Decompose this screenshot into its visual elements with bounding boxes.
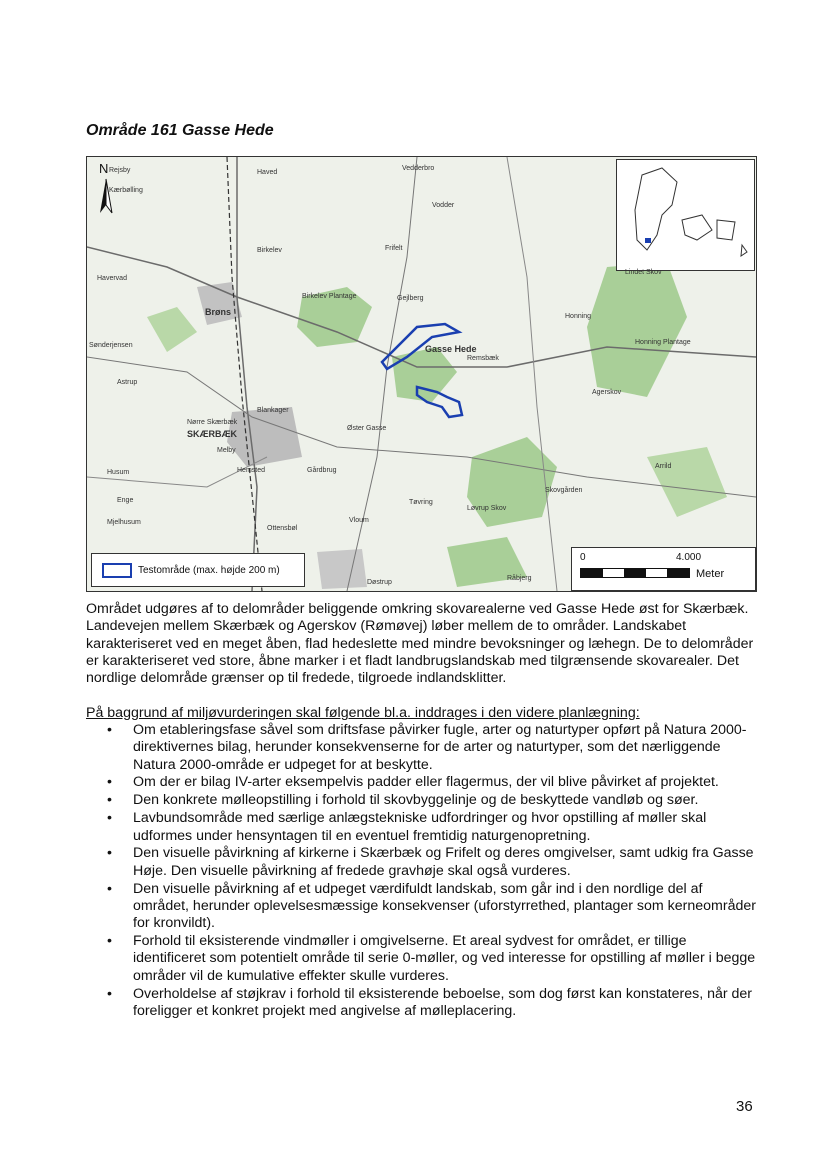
place-label: Vodder (432, 202, 455, 209)
page-title: Område 161 Gasse Hede (86, 122, 274, 139)
place-label: Mjelhusum (107, 519, 141, 526)
page-number: 36 (736, 1098, 753, 1115)
place-label: Tøvring (409, 499, 433, 506)
place-label: Rejsby (109, 167, 131, 174)
bullet-list (86, 722, 756, 1021)
forest-area (587, 262, 687, 397)
testarea-swatch (102, 563, 132, 578)
place-label: Birkelev (257, 247, 282, 254)
intro-paragraph: Området udgøres af to delområder beliggende omkring skovarealerne ved Gasse Hede øst for Skærbæk. Landevejen mellem Skærbæk og Agerskov (Rømøvej) løber mellem de to områder. Landskabet karakteriseret ved en meget åben, flad hedeslette med mindre bevoksninger og læhegn. De to delområder er karakteriseret ved store, åbne marker i et fladt landbrugslandskab med tilgrænsende skovarealer. Det nordlige delområde grænser op til fredede, tilgroede indlandsklitter. (86, 601, 754, 687)
place-label: Agerskov (592, 389, 622, 396)
place-label: Gejlberg (397, 295, 424, 302)
forest-area (647, 447, 727, 517)
list-item: • Om der er bilag IV-arter eksempelvis padder eller flagermus, der vil blive påvirket af projektet. (133, 774, 756, 791)
place-label: Brøns (205, 307, 232, 317)
section-subheading: På baggrund af miljøvurderingen skal følgende bl.a. inddrages i den videre planlægning: (86, 705, 640, 721)
list-item: • Den konkrete mølleopstilling i forhold til skovbyggelinje og de beskyttede vandløb og søer. (133, 792, 756, 809)
place-label: Blankager (257, 407, 289, 414)
place-label: Vloum (349, 517, 369, 524)
place-label: Lindet Skov (625, 269, 662, 276)
town-area (317, 549, 367, 589)
place-label: Honning (565, 313, 592, 320)
place-label: Havervad (97, 275, 127, 282)
forest-area (147, 307, 197, 352)
scale-unit: Meter (696, 568, 725, 580)
scale-bar (571, 547, 756, 591)
place-label: SKÆRBÆK (187, 429, 238, 439)
list-item: • Om etableringsfase såvel som driftsfase påvirker fugle, arter og naturtyper opført på Natura 2000-direktivernes bilag, herunder konsekvenserne for de arter og naturtyper, som det nærliggende Natura 2000-område er udpeget for at beskytte. (133, 722, 756, 774)
place-label: Løvrup Skov (467, 505, 507, 512)
scale-zero: 0 (580, 552, 586, 563)
place-label: Remsbæk (467, 355, 499, 362)
place-label: Arrild (655, 463, 672, 470)
place-label: Sønderjensen (89, 342, 133, 349)
place-label: Enge (117, 497, 134, 504)
place-label: Gasse Hede (425, 344, 477, 354)
list-item: • Lavbundsområde med særlige anlægstekniske udfordringer og hvor opstilling af møller skal udformes under hensyntagen til en eventuel fremtidig naturgenopretning. (133, 810, 756, 845)
forest-area (467, 437, 557, 527)
area-map (86, 156, 757, 592)
place-label: Skovgården (545, 487, 583, 494)
place-label: Kærbølling (109, 187, 143, 194)
denmark-inset-map (616, 159, 755, 271)
list-item: • Den visuelle påvirkning af kirkerne i Skærbæk og Frifelt og deres omgivelser, samt udkig fra Gasse Høje. Den visuelle påvirkning af fredede gravhøje skal også vurderes. (133, 845, 756, 880)
place-label: Råbjerg (507, 575, 532, 582)
place-label: Honning Plantage (635, 339, 691, 346)
road (507, 157, 557, 591)
place-label: Gårdbrug (307, 467, 337, 474)
place-label: Vedderbro (402, 165, 435, 172)
list-item: • Overholdelse af støjkrav i forhold til eksisterende beboelse, som dog først kan konstateres, når der foreligger et konkret projekt med angivelse af mølleplacering. (133, 986, 756, 1021)
scale-graphic (580, 568, 690, 578)
map-legend (91, 553, 305, 587)
place-label: Hemsted (237, 467, 266, 474)
place-label: Melby (217, 447, 236, 454)
place-label: Birkelev Plantage (302, 293, 357, 300)
place-label: Nørre Skærbæk (187, 419, 238, 426)
place-label: Frifelt (385, 245, 403, 252)
place-label: Husum (107, 469, 130, 476)
north-label: N (99, 161, 109, 176)
place-label: Ottensbøl (267, 525, 298, 532)
place-label: Øster Gasse (347, 425, 387, 432)
place-label: Astrup (117, 379, 138, 386)
forest-area (392, 347, 457, 402)
scale-max: 4.000 (676, 552, 702, 563)
place-label: Haved (257, 169, 278, 176)
list-item: • Forhold til eksisterende vindmøller i omgivelserne. Et areal sydvest for området, er tillige identificeret som potentielt område til serie 0-møller, og ved interesse for opstilling af møller i begge områder vil de kumulative effekter skulle vurderes. (133, 933, 756, 985)
legend-label: Testområde (max. højde 200 m) (138, 564, 280, 576)
list-item: • Den visuelle påvirkning af et udpeget værdifuldt landskab, som går ind i den nordlige del af området, herunder oplevelsesmæssige konsekvenser (uforstyrrethed, plantager som kerneområder for kronvildt). (133, 881, 756, 933)
place-label: Døstrup (367, 579, 392, 586)
